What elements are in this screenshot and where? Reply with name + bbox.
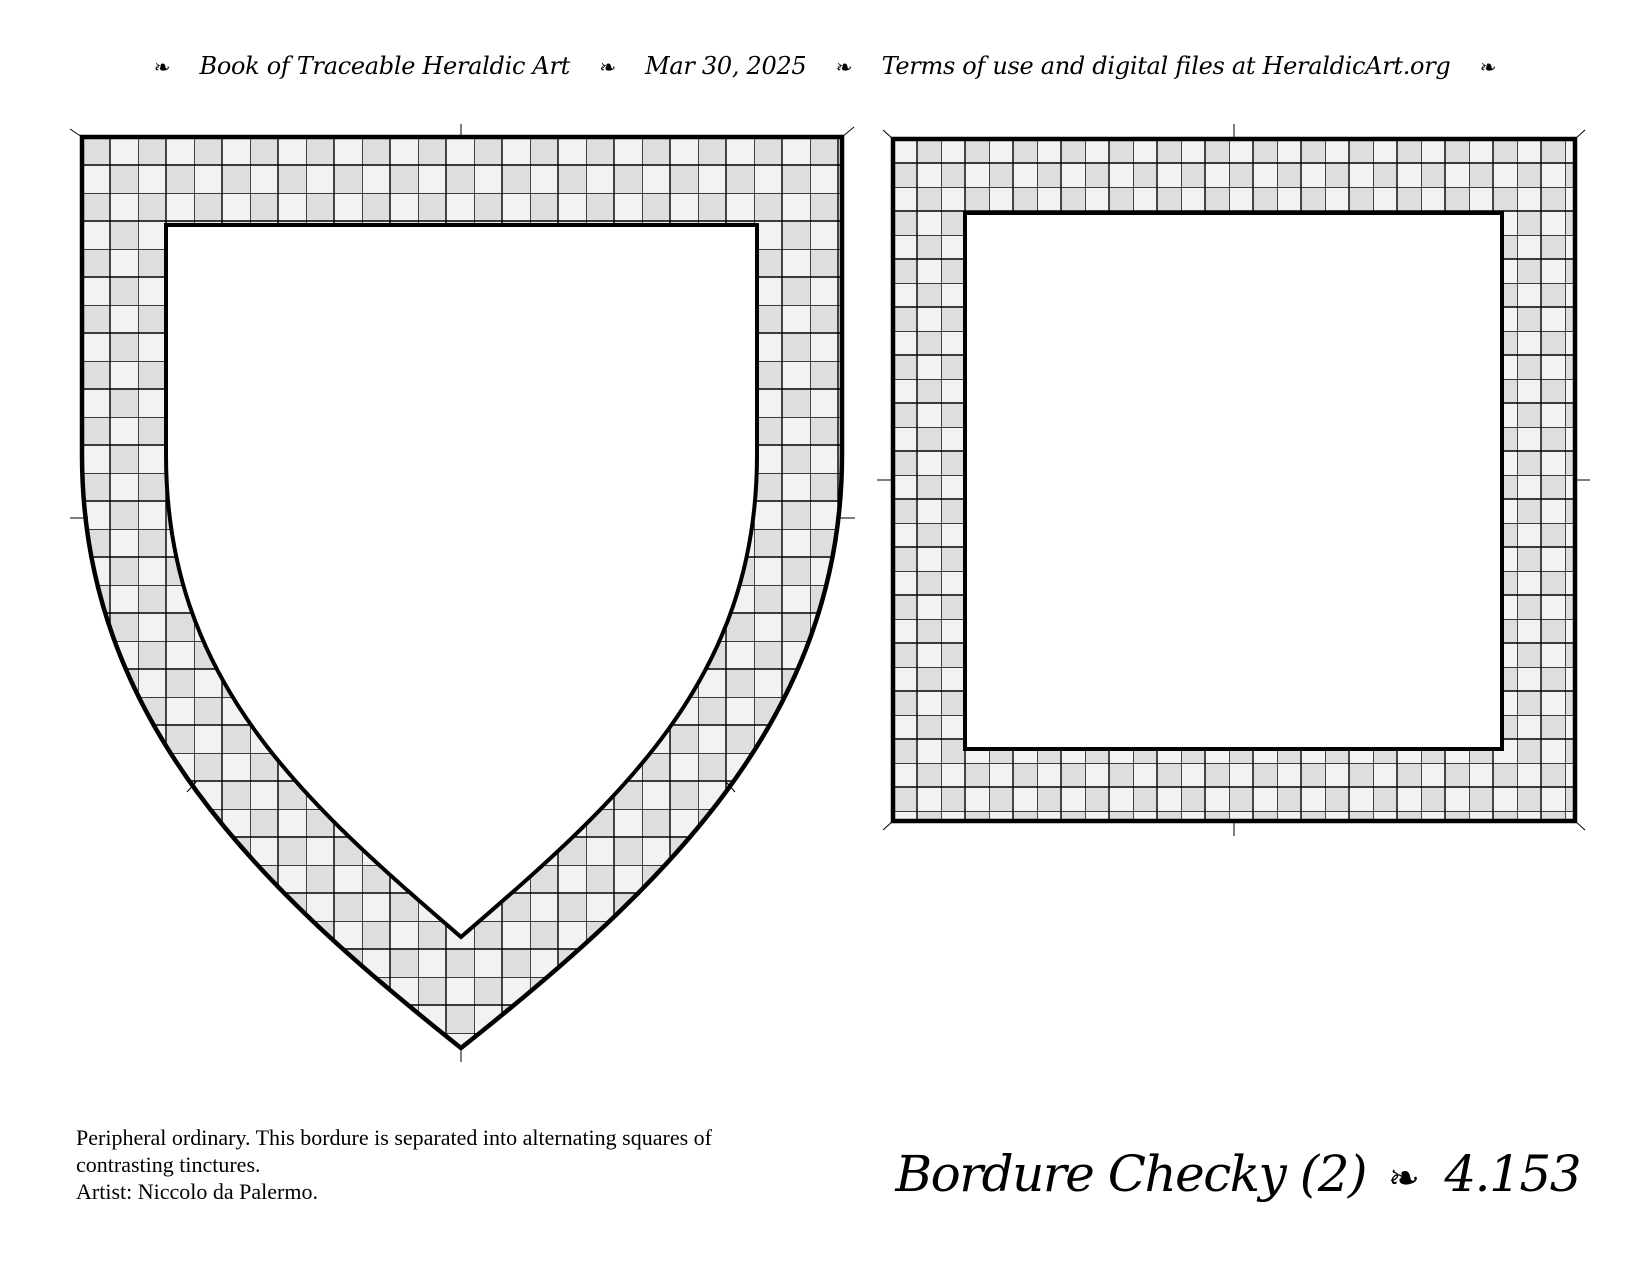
fleuron-icon: ❧ xyxy=(599,55,616,79)
fleuron-icon: ❧ xyxy=(835,55,853,79)
square-bordure xyxy=(893,139,1575,821)
shield-bordure xyxy=(70,130,860,1060)
fleuron-icon: ❧ xyxy=(1479,55,1497,79)
plate-description xyxy=(76,1124,876,1205)
fleuron-icon: ❧ xyxy=(153,55,171,79)
terms-notice: Terms of use and digital files at HeraldicArt.org xyxy=(881,52,1451,80)
fleuron-icon: ❧ xyxy=(1388,1156,1419,1200)
description-line: contrasting tinctures. xyxy=(76,1152,261,1177)
header-date: Mar 30, 2025 xyxy=(645,52,807,80)
description-line: Peripheral ordinary. This bordure is separated into alternating squares of xyxy=(76,1125,712,1150)
artist-credit: Artist: Niccolo da Palermo. xyxy=(76,1179,318,1204)
book-title: Book of Traceable Heraldic Art xyxy=(199,52,570,80)
plate-name: Bordure Checky (2) xyxy=(895,1145,1367,1203)
plate-number: 4.153 xyxy=(1444,1145,1580,1203)
plate-title xyxy=(895,1145,1580,1203)
